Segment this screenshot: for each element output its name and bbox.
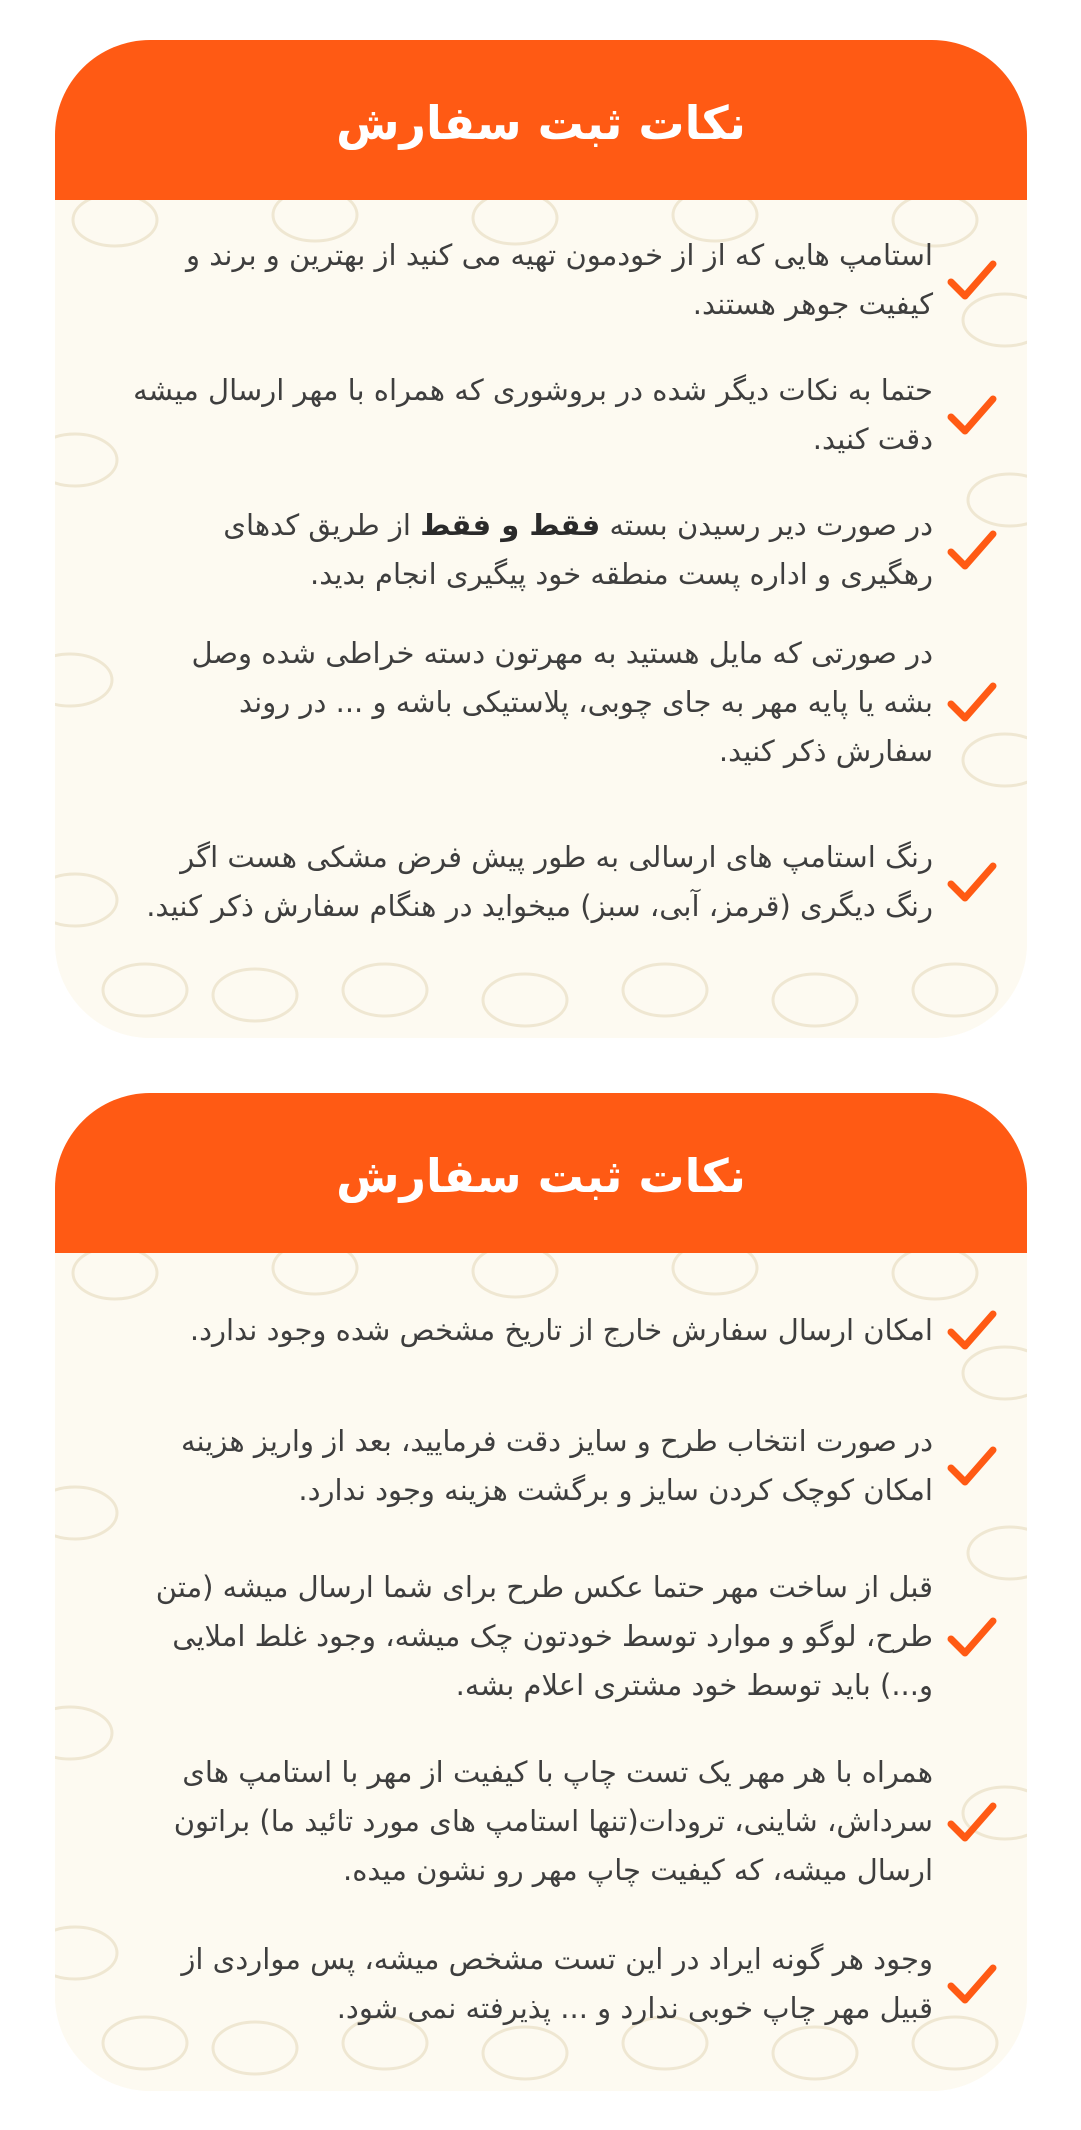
checkmark-icon bbox=[947, 393, 997, 437]
list-item-text: در صورتی که مایل هستید به مهرتون دسته خراطی شده وصل بشه یا پایه مهر به جای چوبی، پلاستیکی باشه و ... در روند سفارش ذکر کنید. bbox=[191, 635, 933, 768]
list-item-text: قبل از ساخت مهر حتما عکس طرح برای شما ارسال میشه (متن طرح، لوگو و موارد توسط خودتون چک میشه، وجود غلط املایی و...) باید توسط خود مشتری اعلام بشه. bbox=[155, 1570, 933, 1702]
checkmark-icon bbox=[947, 1962, 997, 2006]
list-item-text: وجود هر گونه ایراد در این تست مشخص میشه، پس مواردی از قبیل مهر چاپ خوبی ندارد و ... پذیرفته نمی شود. bbox=[181, 1942, 933, 2025]
checkmark-icon bbox=[947, 258, 997, 302]
card-body bbox=[55, 200, 1027, 1038]
list-item bbox=[55, 1748, 1027, 1895]
list-item-text: در صورت انتخاب طرح و سایز دقت فرمایید، بعد از واریز هزینه امکان کوچک کردن سایز و برگشت هزینه وجود ندارد. bbox=[180, 1424, 933, 1507]
checkmark-icon bbox=[947, 1800, 997, 1844]
card-header bbox=[55, 1093, 1027, 1253]
list-item bbox=[55, 1563, 1027, 1710]
order-notes-card bbox=[55, 1093, 1027, 2091]
card-title: نکات ثبت سفارش bbox=[336, 1149, 746, 1203]
list-item-text: همراه با هر مهر یک تست چاپ با کیفیت از مهر با استامپ های سرداش، شاینی، ترودات(تنها استامپ های مورد تائید ما) براتون ارسال میشه، که کیفیت چاپ مهر رو نشون میده. bbox=[173, 1755, 933, 1887]
list-item-text: استامپ هایی که از از خودمون تهیه می کنید از بهترین و برند و کیفیت جوهر هستند. bbox=[185, 237, 933, 321]
card-header bbox=[55, 40, 1027, 200]
checkmark-icon bbox=[947, 860, 997, 904]
list-item bbox=[55, 507, 1027, 591]
text-before: در صورت دیر رسیدن بسته bbox=[600, 507, 933, 542]
checkmark-icon bbox=[947, 1444, 997, 1488]
notes-list bbox=[55, 1253, 1027, 2033]
list-item bbox=[55, 372, 1027, 456]
list-item-text: حتما به نکات دیگر شده در بروشوری که همراه با مهر ارسال میشه دقت کنید. bbox=[133, 372, 933, 456]
notes-list bbox=[55, 200, 1027, 947]
checkmark-icon bbox=[947, 680, 997, 724]
list-item bbox=[55, 817, 1027, 947]
list-item bbox=[55, 237, 1027, 321]
text-after: از طریق کدهای رهگیری و اداره پست منطقه خود پیگیری انجام بدید. bbox=[223, 507, 933, 591]
bold-emphasis: فقط و فقط bbox=[420, 507, 601, 542]
checkmark-icon bbox=[947, 1308, 997, 1352]
list-item bbox=[55, 637, 1027, 767]
card-title: نکات ثبت سفارش bbox=[336, 96, 746, 150]
checkmark-icon bbox=[947, 528, 997, 572]
checkmark-icon bbox=[947, 1615, 997, 1659]
order-notes-card bbox=[55, 40, 1027, 1038]
list-item bbox=[55, 1935, 1027, 2033]
list-item-text: امکان ارسال سفارش خارج از تاریخ مشخص شده وجود ندارد. bbox=[189, 1312, 933, 1347]
list-item bbox=[55, 1305, 1027, 1355]
list-item-text: رنگ استامپ های ارسالی به طور پیش فرض مشکی هست اگر رنگ دیگری (قرمز، آبی، سبز) میخواید در هنگام سفارش ذکر کنید. bbox=[146, 840, 933, 923]
list-item bbox=[55, 1417, 1027, 1515]
list-item-text bbox=[133, 501, 933, 599]
card-body bbox=[55, 1253, 1027, 2091]
